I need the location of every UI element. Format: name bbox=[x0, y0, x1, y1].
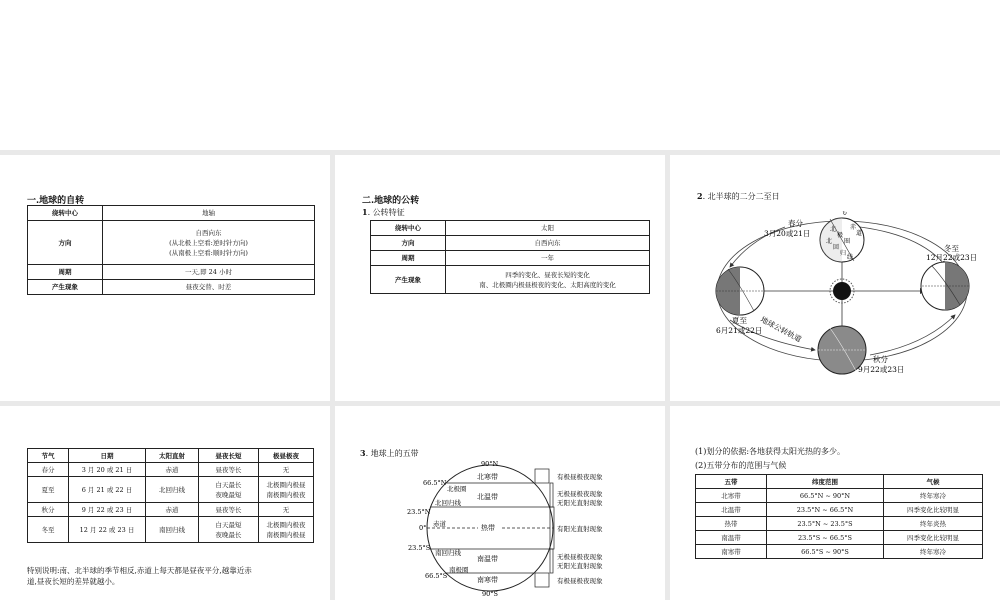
zone-phenomenon: 有极昼极夜现象 bbox=[557, 473, 603, 481]
row-value bbox=[103, 221, 315, 265]
globe-label: 极 bbox=[837, 232, 844, 239]
row-key: 产生现象 bbox=[28, 280, 103, 295]
subtitle-number: 1 bbox=[362, 207, 368, 217]
subtitle-text: . 公转特征 bbox=[367, 208, 405, 217]
label-xiazhi: 夏至 bbox=[732, 316, 747, 325]
column-header: 极昼极夜 bbox=[259, 449, 314, 463]
cell: 北温带 bbox=[696, 503, 767, 517]
label-90s: 90°S bbox=[482, 590, 498, 598]
table-row bbox=[28, 517, 314, 543]
slide-zone-climate[interactable] bbox=[670, 406, 1000, 600]
cell: 23.5°N ~ 23.5°S bbox=[767, 517, 884, 531]
row-key: 产生现象 bbox=[371, 266, 446, 294]
cell: 6 月 21 或 22 日 bbox=[69, 477, 146, 503]
cell: 南温带 bbox=[696, 531, 767, 545]
label-665s: 66.5°S bbox=[425, 572, 448, 580]
column-header: 气候 bbox=[884, 475, 983, 489]
cell: 9 月 22 或 23 日 bbox=[69, 503, 146, 517]
slide-title: 一.地球的自转 bbox=[27, 196, 85, 206]
cell: 昼夜等长 bbox=[199, 463, 259, 477]
label-arctic-circle: 北极圈 bbox=[447, 485, 467, 493]
label-qiufen: 秋分 bbox=[873, 355, 888, 364]
table-row bbox=[371, 236, 650, 251]
cell-line: 夜晚最短 bbox=[215, 490, 242, 499]
label-orbit: 地球公转轨道 bbox=[759, 314, 804, 344]
row-key: 绕转中心 bbox=[371, 221, 446, 236]
cell: 春分 bbox=[28, 463, 69, 477]
zone-phenomenon: 无极昼极夜现象 bbox=[557, 490, 603, 498]
cell-line: 夜晚最长 bbox=[215, 530, 242, 539]
cell: 23.5°N ~ 66.5°N bbox=[767, 503, 884, 517]
cell bbox=[199, 477, 259, 503]
cell-line: 北极圈内极夜 bbox=[266, 520, 306, 529]
table-row bbox=[371, 221, 650, 236]
row-key: 方向 bbox=[28, 221, 103, 265]
title-text: . 地球上的五带 bbox=[365, 449, 419, 458]
cell: 夏至 bbox=[28, 477, 69, 503]
row-value: 太阳 bbox=[446, 221, 650, 236]
cell: 3 月 20 或 21 日 bbox=[69, 463, 146, 477]
cell: 赤道 bbox=[146, 503, 199, 517]
zone-tropic: 热带 bbox=[481, 524, 495, 532]
row-value-line: (从南极上空看:顺时针方向) bbox=[169, 248, 248, 257]
basis-line: (1)划分的依据:各地获得太阳光热的多少。 bbox=[695, 447, 846, 456]
cell: 终年炎热 bbox=[884, 517, 983, 531]
cell-line: 白天最短 bbox=[215, 520, 242, 529]
globe-label: 北 bbox=[826, 238, 833, 245]
table-row bbox=[696, 489, 983, 503]
table-row bbox=[28, 503, 314, 517]
globe-label: 道 bbox=[856, 230, 863, 237]
table-row bbox=[371, 266, 650, 294]
globe-label: 归 bbox=[840, 250, 847, 257]
globe-spring bbox=[820, 210, 864, 262]
cell-line: 南极圈内极昼 bbox=[266, 530, 306, 539]
label-0: 0° bbox=[419, 524, 427, 532]
label-equator: 赤道 bbox=[433, 520, 446, 528]
slide-subtitle bbox=[362, 207, 405, 218]
row-key: 绕转中心 bbox=[28, 206, 103, 221]
table-header-row bbox=[28, 449, 314, 463]
globe-summer bbox=[716, 267, 764, 315]
cell: 终年寒冷 bbox=[884, 545, 983, 559]
cell: 23.5°S ~ 66.5°S bbox=[767, 531, 884, 545]
slide-solar-terms[interactable] bbox=[0, 406, 330, 600]
zone-phenomenon: 无极昼极夜现象 bbox=[557, 553, 603, 561]
cell-line: 南极圈内极夜 bbox=[266, 490, 306, 499]
cell bbox=[199, 517, 259, 543]
label-antarctic-circle: 南极圈 bbox=[449, 566, 469, 574]
column-header: 日期 bbox=[69, 449, 146, 463]
table-row bbox=[696, 545, 983, 559]
label-tropic-cancer: 北回归线 bbox=[435, 499, 461, 507]
cell: 四季变化比较明显 bbox=[884, 531, 983, 545]
column-header: 太阳直射 bbox=[146, 449, 199, 463]
row-value-line: 南、北极圈内极昼极夜的变化、太阳高度的变化 bbox=[479, 280, 616, 289]
globe-label: 北 bbox=[830, 226, 837, 233]
label-tropic-capricorn: 南回归线 bbox=[435, 549, 461, 557]
cell: 四季变化比较明显 bbox=[884, 503, 983, 517]
cell-line: 北极圈内极昼 bbox=[266, 480, 306, 489]
cell: 66.5°S ~ 90°S bbox=[767, 545, 884, 559]
label-xiazhi-date: 6月21或22日 bbox=[716, 326, 763, 335]
label-dongzhi-date: 12月22或23日 bbox=[926, 253, 978, 262]
column-header: 节气 bbox=[28, 449, 69, 463]
cell-line: 白天最长 bbox=[215, 480, 242, 489]
row-key: 方向 bbox=[371, 236, 446, 251]
table-row bbox=[28, 477, 314, 503]
note-line: 特别说明:南、北半球的季节相反,赤道上每天都是昼夜平分,越靠近赤 bbox=[27, 566, 252, 575]
label-dongzhi: 冬至 bbox=[944, 244, 959, 253]
orbit-diagram bbox=[670, 155, 1000, 401]
row-value bbox=[446, 266, 650, 294]
zone-phenomenon: 无阳光直射现象 bbox=[557, 562, 603, 570]
row-value-line: (从北极上空看:逆时针方向) bbox=[169, 238, 248, 247]
special-note bbox=[27, 565, 327, 587]
row-value-line: 四季的变化、昼夜长短的变化 bbox=[505, 270, 590, 279]
label-qiufen-date: 9月22或23日 bbox=[858, 365, 905, 374]
zone-south-temperate: 南温带 bbox=[477, 555, 498, 563]
globe-winter bbox=[921, 262, 969, 310]
zone-north-frigid: 北寒带 bbox=[477, 473, 498, 481]
five-zones-diagram bbox=[335, 406, 665, 600]
globe-label: 圈 bbox=[844, 238, 851, 245]
cell: 秋分 bbox=[28, 503, 69, 517]
title-number: 2 bbox=[697, 191, 703, 201]
row-key: 周期 bbox=[28, 265, 103, 280]
table-row bbox=[371, 251, 650, 266]
cell: 北回归线 bbox=[146, 477, 199, 503]
slide-title: 二.地球的公转 bbox=[362, 196, 420, 206]
revolution-table bbox=[370, 220, 650, 294]
table-row bbox=[28, 265, 315, 280]
row-value: 昼夜交替、时差 bbox=[103, 280, 315, 295]
zone-south-frigid: 南寒带 bbox=[477, 576, 498, 584]
cell bbox=[259, 477, 314, 503]
column-header: 五带 bbox=[696, 475, 767, 489]
distribution-line: (2)五带分布的范围与气候 bbox=[695, 461, 787, 470]
note-line: 道,昼夜长短的差异就越小。 bbox=[27, 577, 120, 586]
zone-climate-table bbox=[695, 474, 983, 559]
cell: 南回归线 bbox=[146, 517, 199, 543]
label-665n: 66.5°N bbox=[423, 479, 447, 487]
label-chunfen: 春分 bbox=[788, 219, 803, 228]
row-value: 一天,即 24 小时 bbox=[103, 265, 315, 280]
cell: 无 bbox=[259, 463, 314, 477]
row-value: 地轴 bbox=[103, 206, 315, 221]
solar-terms-table bbox=[27, 448, 314, 543]
label-235s: 23.5°S bbox=[408, 544, 431, 552]
row-key: 周期 bbox=[371, 251, 446, 266]
column-header: 纬度范围 bbox=[767, 475, 884, 489]
zone-phenomenon: 有极昼极夜现象 bbox=[557, 577, 603, 585]
row-value: 自西向东 bbox=[446, 236, 650, 251]
globe-label: 赤 bbox=[850, 224, 857, 231]
cell: 昼夜等长 bbox=[199, 503, 259, 517]
row-value-line: 自西向东 bbox=[195, 228, 222, 237]
table-row bbox=[28, 280, 315, 295]
table-row bbox=[696, 517, 983, 531]
cell: 66.5°N ~ 90°N bbox=[767, 489, 884, 503]
cell: 赤道 bbox=[146, 463, 199, 477]
table-header-row bbox=[696, 475, 983, 489]
globe-label: 线 bbox=[847, 254, 854, 261]
label-chunfen-date: 3月20或21日 bbox=[764, 229, 811, 238]
table-row bbox=[28, 206, 315, 221]
sun bbox=[833, 282, 851, 300]
table-row bbox=[28, 463, 314, 477]
svg-text:↻: ↻ bbox=[842, 210, 848, 217]
cell: 无 bbox=[259, 503, 314, 517]
label-90n: 90°N bbox=[481, 460, 499, 468]
table-row bbox=[696, 531, 983, 545]
zone-north-temperate: 北温带 bbox=[477, 493, 498, 501]
slide-earth-revolution[interactable] bbox=[335, 155, 665, 401]
title-number: 3 bbox=[360, 448, 366, 458]
globe-label: 回 bbox=[833, 244, 840, 251]
cell: 终年寒冷 bbox=[884, 489, 983, 503]
title-text: . 北半球的二分二至日 bbox=[702, 192, 780, 201]
cell: 热带 bbox=[696, 517, 767, 531]
zone-phenomenon: 无阳光直射现象 bbox=[557, 499, 603, 507]
zone-phenomenon: 有阳光直射现象 bbox=[557, 525, 603, 533]
column-header: 昼夜长短 bbox=[199, 449, 259, 463]
slide-earth-rotation[interactable] bbox=[0, 155, 330, 401]
row-value: 一年 bbox=[446, 251, 650, 266]
cell: 南寒带 bbox=[696, 545, 767, 559]
cell bbox=[259, 517, 314, 543]
slide-solstice-equinox[interactable] bbox=[670, 155, 1000, 401]
table-row bbox=[28, 221, 315, 265]
rotation-table bbox=[27, 205, 315, 295]
cell: 北寒带 bbox=[696, 489, 767, 503]
label-235n: 23.5°N bbox=[407, 508, 431, 516]
slide-five-zones[interactable] bbox=[335, 406, 665, 600]
table-row bbox=[696, 503, 983, 517]
cell: 12 月 22 或 23 日 bbox=[69, 517, 146, 543]
cell: 冬至 bbox=[28, 517, 69, 543]
